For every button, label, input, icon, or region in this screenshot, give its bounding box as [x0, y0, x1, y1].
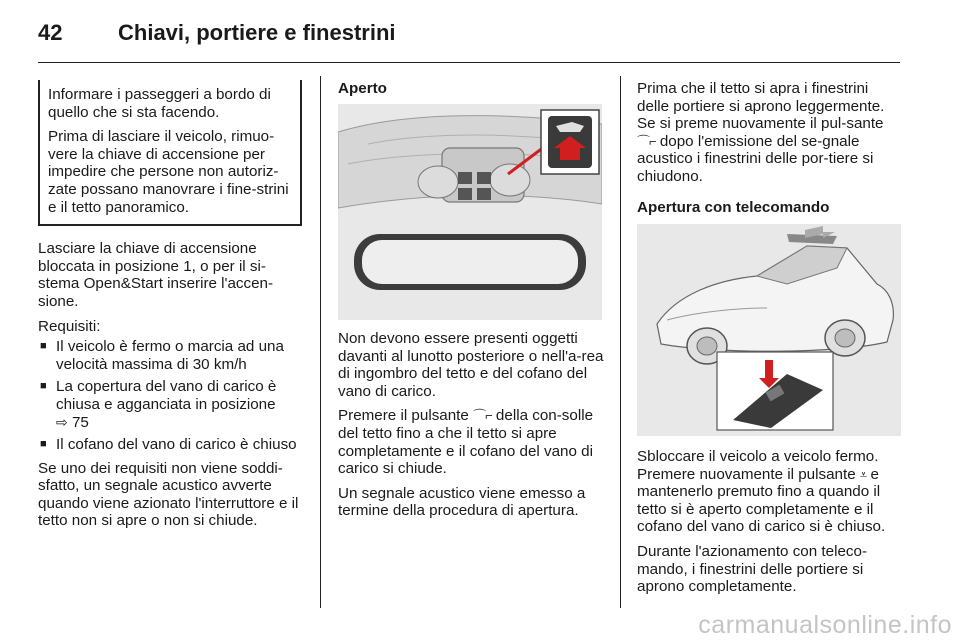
text-segment: Premere il pulsante: [338, 407, 469, 425]
text-segment: Prima che il tetto si apra i finestrini delle portiere si aprono leggermente. Se si preme nuovamente il pul-sante: [637, 80, 885, 133]
text-segment: dopo l'emissione del se-gnale acustico i finestrini delle por-tiere si chiudono.: [637, 132, 874, 185]
paragraph-ignition: Lasciare la chiave di accensione bloccata in posizione 1, o per il si-stema Open&Start inserire l'accen-sione.: [38, 240, 274, 310]
paragraph-unlock: [637, 448, 903, 536]
page-title: Chiavi, portiere e finestrini: [118, 20, 396, 45]
requirement-text: Il cofano del vano di carico è chiuso: [56, 436, 297, 454]
paragraph-clear-area: Non devono essere presenti oggetti davanti al lunotto posteriore o nell'a-rea di ingombro del tetto e del cofano del vano di carico.: [338, 330, 604, 400]
paragraph-press-button: [338, 407, 604, 477]
page-reference-icon: ⇨: [56, 413, 68, 430]
car-remote-drawing: [637, 224, 901, 436]
requirement-text: La copertura del vano di carico è chiusa e agganciata in posizione: [56, 378, 277, 413]
car-remote-illustration: [637, 224, 901, 436]
text-segment: e mantenerlo premuto fino a quando il tetto si è aperto completamente e il cofano del vano di carico si è chiuso.: [637, 465, 886, 536]
roof-console-drawing: [338, 104, 602, 320]
roof-console-illustration: [338, 104, 602, 320]
convertible-roof-icon: ⌒⌐: [637, 133, 656, 149]
column-2-body: [338, 330, 604, 527]
list-item: [38, 378, 302, 431]
requirements-label: Requisiti:: [38, 317, 101, 335]
column-3: [637, 80, 903, 223]
text-segment: della con-solle del tetto fino a che il tetto si apre completamente e il cofano del vano di carico si chiude.: [338, 407, 594, 478]
section-heading-remote: Apertura con telecomando: [637, 198, 830, 216]
paragraph-acoustic-signal: Un segnale acustico viene emesso a termine della procedura di apertura.: [338, 484, 586, 520]
column-2: [338, 80, 604, 105]
convertible-roof-icon: ⌒⌐: [473, 408, 492, 424]
paragraph-warning-signal: Se uno dei requisiti non viene soddi-sfatto, un segnale acustico avverte quando viene azionato l'interruttore e il tetto non si apre o non si chiude.: [38, 459, 299, 530]
section-heading-open: Aperto: [338, 80, 387, 97]
column-3-body: [637, 448, 903, 603]
page-reference-link[interactable]: 75: [71, 413, 89, 431]
list-item: [38, 338, 302, 373]
column-divider-2: [620, 76, 621, 608]
watermark: carmanualsonline.info: [698, 611, 952, 639]
page-number: 42: [38, 20, 63, 45]
column-divider-1: [320, 76, 321, 608]
list-item: [38, 436, 302, 454]
requirement-text: Il veicolo è fermo o marcia ad una velocità massima di 30 km/h: [56, 338, 284, 373]
note-box: [38, 80, 302, 226]
note-paragraph-2: Prima di lasciare il veicolo, rimuo-vere la chiave di accensione per impedire che persone non autoriz-zate possano manovrare i fine-strini e il tetto panoramico.: [48, 128, 289, 216]
paragraph-windows: [637, 80, 903, 186]
roof-open-remote-icon: ⩡: [859, 466, 867, 482]
text-segment: Sbloccare il veicolo a veicolo fermo. Premere nuovamente il pulsante: [637, 448, 879, 483]
requirements-list: [38, 338, 302, 454]
note-paragraph-1: Informare i passeggeri a bordo di quello che si sta facendo.: [48, 86, 271, 121]
paragraph-remote-windows: Durante l'azionamento con teleco-mando, i finestrini delle portiere si aprono completamente.: [637, 542, 868, 596]
header-rule: [38, 62, 900, 63]
column-1: [38, 80, 302, 537]
